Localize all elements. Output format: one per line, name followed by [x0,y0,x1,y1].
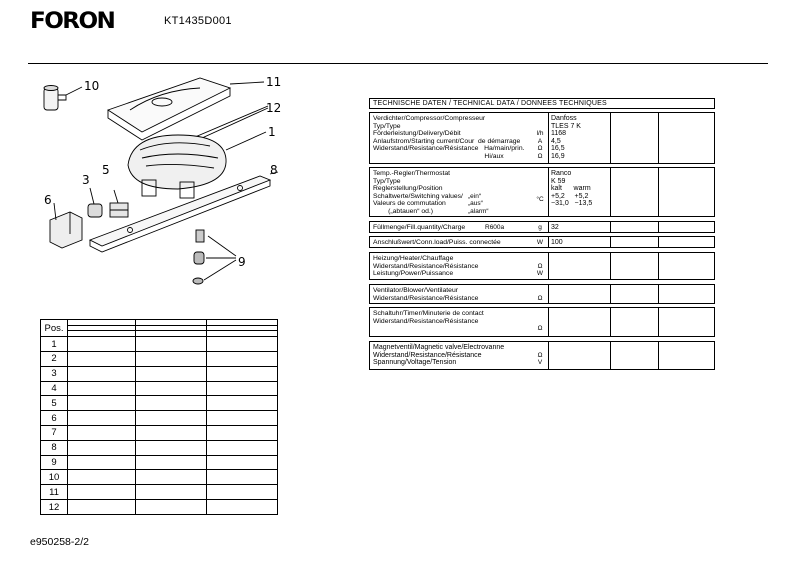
pos-header: Pos. [41,320,68,337]
timer-block [369,307,715,337]
header-rule [28,63,768,64]
protector-part [88,188,102,217]
relay-part [110,190,128,217]
capacitor-part [44,86,82,111]
parts-table-row [41,381,278,396]
parts-table-row [41,440,278,455]
parts-table-row [41,396,278,411]
parts-table-row [41,426,278,441]
pos-number: 3 [41,366,68,381]
pos-number: 2 [41,352,68,367]
fan-labels: Ventilator/Blower/Ventilateur Widerstand/Resistance/Résistance [373,287,479,302]
model-number: KT1435D001 [164,15,232,27]
thermostat-block [369,167,715,217]
parts-table-row [41,366,278,381]
callout-1: 1 [268,125,276,139]
pos-number: 8 [41,440,68,455]
callout-5: 5 [102,163,110,177]
callout-11: 11 [266,75,282,89]
parts-table-row [41,352,278,367]
relay-cover-part [50,203,82,248]
callout-8: 8 [270,163,278,177]
valve-labels: Magnetventil/Magnetic valve/Electrovanne Widerstand/Resistance/Résistance Spannung/Voltage/Tension [373,344,505,366]
callout-10: 10 [84,79,100,93]
brand-logo: FORON [30,9,115,34]
connected-load-row [369,236,715,248]
callout-6: 6 [44,193,52,207]
timer-labels: Schaltuhr/Timer/Minuterie de contact Widerstand/Resistance/Résistance [373,310,484,325]
callout-3: 3 [82,173,90,187]
heater-labels: Heizung/Heater/Chauffage Widerstand/Resistance/Résistance Leistung/Power/Puissance [373,255,479,277]
valve-units: Ω V [537,351,543,366]
parts-table-row [41,500,278,515]
charge-label: Füllmenge/Fill.quantity/Charge [373,224,466,231]
fan-block [369,284,715,304]
drip-tray-part [108,78,264,140]
parts-table-row [41,455,278,470]
heater-block [369,252,715,280]
heater-units: Ω W [536,262,544,277]
compressor-labels: Verdichter/Compressor/Compresseur Typ/Type Förderleistung/Delivery/Débit Anlaufstrom/Starting current/Cour de démarrage Widerstand/Resistance/Résistance Ha/main/prin. Hi/aux [373,115,525,160]
load-unit: W [536,239,544,246]
parts-table-row [41,411,278,426]
parts-table-row [41,485,278,500]
magnetic-valve-block [369,341,715,370]
thermostat-labels: Temp.-Regler/Thermostat Typ/Type Reglerstellung/Position Schaltwerte/Switching values/ Valeurs de commutation („abtauen“ od.) [373,170,463,215]
thermostat-switch-states: „ein“ „aus“ „alarm“ [468,192,489,215]
charge-row [369,221,715,233]
charge-value: 32 [551,224,559,231]
parts-table-row [41,470,278,485]
compressor-block [369,112,715,164]
pos-number: 9 [41,455,68,470]
fan-units: Ω [537,294,543,302]
compressor-units: l/h A Ω Ω [536,130,544,160]
pos-number: 10 [41,470,68,485]
pos-number: 12 [41,500,68,515]
grommet-set-part [193,230,236,284]
load-label: Anschlußwert/Conn.load/Puiss. connectée [373,239,501,246]
timer-units: Ω [537,324,543,332]
pos-number: 6 [41,411,68,426]
pos-number: 1 [41,337,68,352]
thermostat-unit: °C [536,195,544,203]
pos-number: 5 [41,396,68,411]
pos-number: 7 [41,426,68,441]
callout-12: 12 [266,101,282,115]
tech-data-title: TECHNISCHE DATEN / TECHNICAL DATA / DONNEES TECHNIQUES [369,98,715,109]
parts-position-table [40,319,278,515]
pos-number: 11 [41,485,68,500]
parts-table-row [41,337,278,352]
compressor-values: Danfoss TLES 7 K 1168 4,5 16,5 16,9 [551,115,581,160]
document-code: e950258-2/2 [30,536,89,548]
charge-refrigerant: R600a [485,224,505,231]
exploded-parts-drawing [30,70,320,300]
pos-number: 4 [41,381,68,396]
callout-9: 9 [238,255,246,269]
charge-unit: g [538,224,542,231]
thermostat-values: Ranco K 59 kalt warm +5,2 +5,2 −31,0 −13,5 [551,170,593,207]
load-value: 100 [551,239,563,246]
